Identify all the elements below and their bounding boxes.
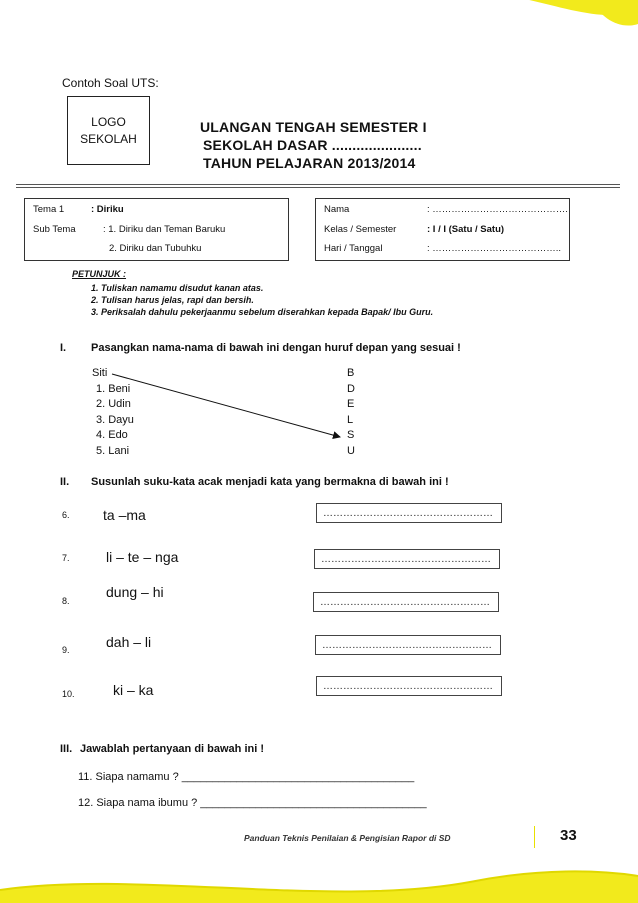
syllables-text: dah – li xyxy=(106,634,152,650)
answer-box[interactable]: …………………………………………… xyxy=(313,592,499,612)
section-1-number: I. xyxy=(60,342,67,354)
name-item: 3. Dayu xyxy=(96,413,134,426)
title-line3: TAHUN PELAJARAN 2013/2014 xyxy=(203,155,416,171)
question-number: 7. xyxy=(62,553,70,563)
question-number: 9. xyxy=(62,645,70,655)
section-2-number: II. xyxy=(60,476,70,488)
name-item: 2. Udin xyxy=(96,398,131,411)
nama-label: Nama xyxy=(324,204,350,215)
tema-label: Tema 1 xyxy=(33,204,65,215)
logo-line1: LOGO xyxy=(91,114,126,129)
name-item: 5. Lani xyxy=(96,444,130,457)
syllables-text: ki – ka xyxy=(113,682,154,698)
letter-item: S xyxy=(347,429,355,442)
logo-line2: SEKOLAH xyxy=(80,131,137,146)
answer-box[interactable]: …………………………………………… xyxy=(316,676,502,696)
footer-text: Panduan Teknis Penilaian & Pengisian Rapor di SD xyxy=(244,833,451,843)
answer-box[interactable]: …………………………………………… xyxy=(316,503,502,523)
name-item: 4. Edo xyxy=(96,429,128,442)
subtema-label: Sub Tema xyxy=(33,224,76,235)
nama-field: : ……………………………………. xyxy=(427,204,568,215)
intro-label: Contoh Soal UTS: xyxy=(62,76,159,90)
instruction-item: 1. Tuliskan namamu disudut kanan atas. xyxy=(91,283,264,293)
answer-box[interactable]: …………………………………………… xyxy=(315,635,501,655)
hari-field: : ………………………………….. xyxy=(427,243,562,254)
essay-question-12[interactable]: 12. Siapa nama ibumu ? _____________________________________ xyxy=(78,797,427,809)
syllables-text: dung – hi xyxy=(106,584,164,600)
subtema-item2: 2. Diriku dan Tubuhku xyxy=(109,243,202,254)
kelas-label: Kelas / Semester xyxy=(324,224,397,235)
section-2-instruction: Susunlah suku-kata acak menjadi kata yang bermakna di bawah ini ! xyxy=(91,476,449,488)
section-3-number: III. xyxy=(60,743,73,755)
syllables-text: ta –ma xyxy=(103,507,146,523)
letter-item: B xyxy=(347,367,355,379)
footer-divider xyxy=(534,826,535,848)
title-line2: SEKOLAH DASAR ...................... xyxy=(203,137,422,153)
question-number: 6. xyxy=(62,510,70,520)
instruction-item: 3. Periksalah dahulu pekerjaanmu sebelum diserahkan kepada Bapak/ Ibu Guru. xyxy=(91,307,434,317)
title-line1: ULANGAN TENGAH SEMESTER I xyxy=(200,119,427,135)
hari-label: Hari / Tanggal xyxy=(324,243,383,254)
tema-value: : Diriku xyxy=(91,204,124,215)
syllables-text: li – te – nga xyxy=(106,549,179,565)
question-number: 10. xyxy=(62,689,75,699)
answer-box[interactable]: …………………………………………… xyxy=(314,549,500,569)
essay-question-11[interactable]: 11. Siapa namamu ? ______________________________________ xyxy=(78,771,415,783)
kelas-value: : I / I (Satu / Satu) xyxy=(427,224,505,235)
question-number: 8. xyxy=(62,596,70,606)
page-number: 33 xyxy=(560,827,577,844)
instructions-heading: PETUNJUK : xyxy=(72,269,127,279)
letter-item: D xyxy=(347,382,355,395)
section-3-instruction: Jawablah pertanyaan di bawah ini ! xyxy=(80,743,264,755)
letter-item: E xyxy=(347,398,355,411)
letter-item: L xyxy=(347,413,354,426)
name-item: Siti xyxy=(92,367,108,379)
subtema-item1: : 1. Diriku dan Teman Baruku xyxy=(103,224,226,235)
letter-item: U xyxy=(347,444,355,457)
instruction-item: 2. Tulisan harus jelas, rapi dan bersih. xyxy=(91,295,254,305)
section-1-instruction: Pasangkan nama-nama di bawah ini dengan huruf depan yang sesuai ! xyxy=(91,342,461,354)
name-item: 1. Beni xyxy=(96,382,131,395)
